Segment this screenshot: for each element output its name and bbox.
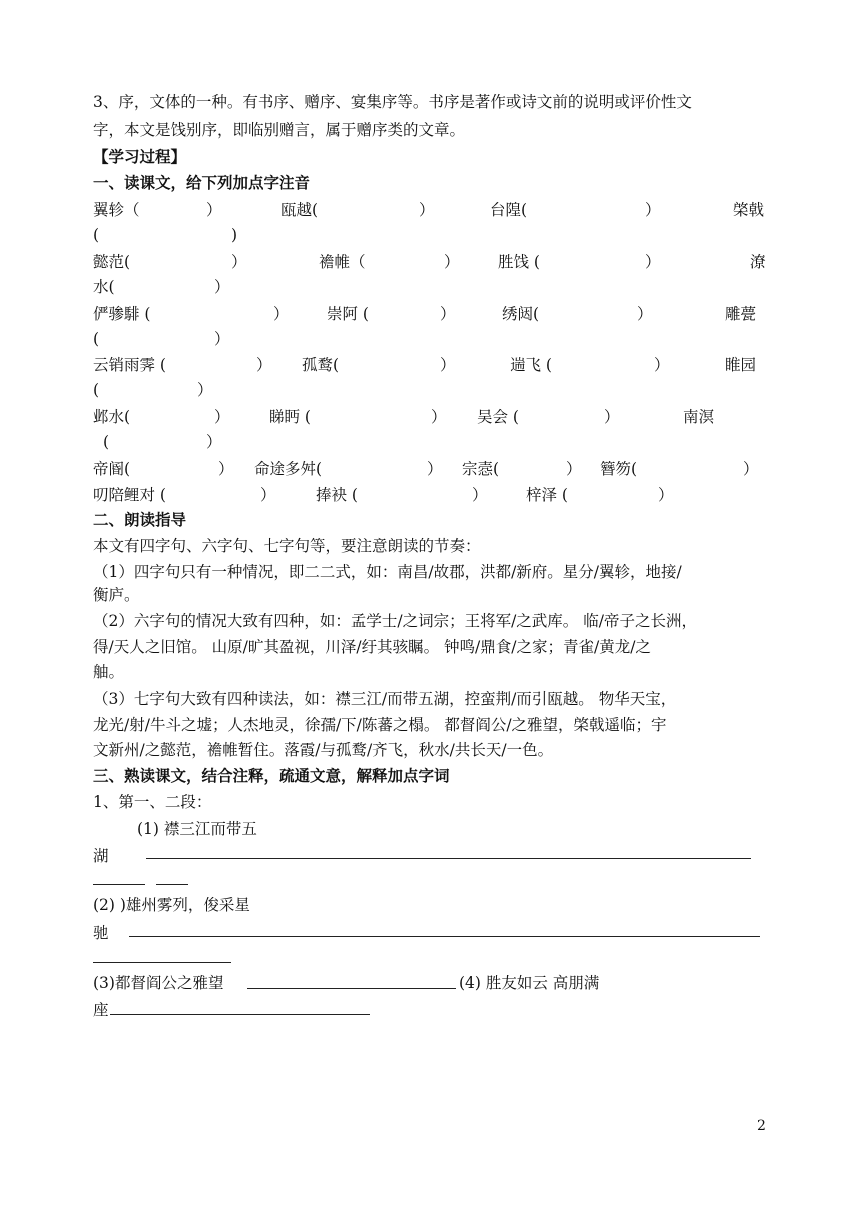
pinyin-item: 俨骖騑 ( xyxy=(93,305,151,323)
question-4-text: (4) 胜友如云 高朋满 xyxy=(459,974,600,992)
pinyin-blank-end: ） xyxy=(604,408,620,426)
pinyin-item: 命途多舛( xyxy=(254,460,323,478)
pinyin-blank-end: ） xyxy=(472,486,488,504)
reading-guide-line: 得/天人之旧馆。 山原/旷其盈视，川泽/纡其骇瞩。 钟鸣/鼎食/之家；青雀/黄龙/之 xyxy=(93,638,651,656)
pinyin-wrap-end: ) xyxy=(231,226,238,244)
pinyin-item: 襜帷（ xyxy=(319,253,366,271)
pinyin-wrap-end: ） xyxy=(214,278,230,296)
part2-heading: 二、朗读指导 xyxy=(93,510,187,529)
pinyin-wrap-start: ( xyxy=(93,330,100,348)
reading-guide-line: 舳。 xyxy=(93,663,125,681)
answer-line[interactable] xyxy=(110,1014,370,1015)
pinyin-item: 懿范( xyxy=(93,253,131,271)
page-number: 2 xyxy=(757,1118,766,1134)
pinyin-item: 叨陪鲤对 ( xyxy=(93,486,166,504)
subsection-heading: 1、第一、二段： xyxy=(93,793,212,811)
question-2-text: (2) )雄州雾列，俊采星 xyxy=(93,896,250,914)
answer-line[interactable] xyxy=(146,858,751,859)
pinyin-item: 睢园 xyxy=(725,356,757,374)
pinyin-item: 潦 xyxy=(750,253,766,271)
pinyin-blank-end: ） xyxy=(645,201,661,219)
pinyin-blank-end: ） xyxy=(431,408,447,426)
reading-guide-line: 本文有四字句、六字句、七字句等，要注意朗读的节奏： xyxy=(93,537,481,555)
pinyin-item: 孤鹜( xyxy=(302,356,340,374)
pinyin-item: 宗悫( xyxy=(462,460,500,478)
pinyin-wrap-end: ） xyxy=(214,330,230,348)
pinyin-blank-end: ） xyxy=(654,356,670,374)
reading-guide-line: 衡庐。 xyxy=(93,586,140,604)
pinyin-blank-end: ） xyxy=(427,460,443,478)
question-4-text-cont: 座 xyxy=(93,1001,109,1019)
question-2-text-cont: 驰 xyxy=(93,924,109,942)
pinyin-blank-end: ） xyxy=(658,486,674,504)
pinyin-blank-end: ） xyxy=(218,460,234,478)
pinyin-blank-end: ） xyxy=(206,201,222,219)
pinyin-item: 睇眄 ( xyxy=(269,408,311,426)
answer-line[interactable] xyxy=(156,884,188,885)
reading-guide-line: 文新州/之懿范，襜帷暂住。落霞/与孤鹜/齐飞，秋水/共长天/一色。 xyxy=(93,741,554,759)
pinyin-item: 南溟 xyxy=(683,408,715,426)
pinyin-blank-end: ） xyxy=(231,253,247,271)
pinyin-blank-end: ） xyxy=(743,460,759,478)
pinyin-item: 吴会 ( xyxy=(477,408,519,426)
reading-guide-line: （3）七字句大致有四种读法，如：襟三江/而带五湖，控蛮荆/而引瓯越。 物华天宝， xyxy=(93,690,677,708)
pinyin-item: 遄飞 ( xyxy=(510,356,552,374)
intro-line-2: 字，本文是饯别序，即临别赠言，属于赠序类的文章。 xyxy=(93,121,466,139)
pinyin-wrap-start: ( xyxy=(93,381,100,399)
question-3-text: (3)都督阎公之雅望 xyxy=(93,974,224,992)
pinyin-item: 棨戟 xyxy=(733,201,765,219)
pinyin-item: 云销雨霁 ( xyxy=(93,356,166,374)
pinyin-blank-end: ） xyxy=(440,356,456,374)
pinyin-blank-end: ） xyxy=(256,356,272,374)
intro-line-1: 3、序，文体的一种。有书序、赠序、宴集序等。书序是著作或诗文前的说明或评价性文 xyxy=(93,93,692,111)
reading-guide-line: （2）六字句的情况大致有四种，如：孟学士/之词宗；王将军/之武库。 临/帝子之长洲， xyxy=(93,612,697,630)
pinyin-item: 簪笏( xyxy=(600,460,638,478)
reading-guide-line: 龙光/射/牛斗之墟；人杰地灵，徐孺/下/陈蕃之榻。 都督阎公/之雅望，棨戟遥临；宇 xyxy=(93,716,667,734)
reading-guide-line: （1）四字句只有一种情况，即二二式，如：南昌/故郡，洪都/新府。星分/翼轸，地接/ xyxy=(93,563,682,581)
pinyin-blank-end: ） xyxy=(645,253,661,271)
part1-heading: 一、读课文，给下列加点字注音 xyxy=(93,173,311,192)
pinyin-item: 台隍( xyxy=(490,201,528,219)
pinyin-blank-end: ） xyxy=(637,305,653,323)
answer-line[interactable] xyxy=(93,962,231,963)
pinyin-item: 崇阿 ( xyxy=(327,305,369,323)
pinyin-item: 胜饯 ( xyxy=(498,253,540,271)
pinyin-blank-end: ） xyxy=(444,253,460,271)
pinyin-item: 瓯越( xyxy=(281,201,319,219)
pinyin-blank-end: ） xyxy=(214,408,230,426)
pinyin-blank-end: ） xyxy=(440,305,456,323)
pinyin-wrap-end: ） xyxy=(206,433,222,451)
question-1-text-cont: 湖 xyxy=(93,847,109,865)
pinyin-blank-end: ） xyxy=(260,486,276,504)
part3-heading: 三、熟读课文，结合注释，疏通文意，解释加点字词 xyxy=(93,766,450,785)
pinyin-wrap-end: ） xyxy=(197,381,213,399)
pinyin-wrap-start: ( xyxy=(93,226,100,244)
pinyin-blank-end: ） xyxy=(273,305,289,323)
pinyin-blank-end: ） xyxy=(419,201,435,219)
pinyin-wrap-start: 水( xyxy=(93,278,115,296)
pinyin-item: 雕甍 xyxy=(725,305,757,323)
pinyin-blank-end: ） xyxy=(566,460,582,478)
answer-line[interactable] xyxy=(247,988,456,989)
pinyin-item: 捧袂 ( xyxy=(316,486,358,504)
pinyin-item: 邺水( xyxy=(93,408,131,426)
pinyin-item: 翼轸（ xyxy=(93,201,140,219)
pinyin-item: 帝阍( xyxy=(93,460,131,478)
section-heading-process: 【学习过程】 xyxy=(93,147,187,166)
pinyin-wrap-start: ( xyxy=(103,433,110,451)
pinyin-item: 梓泽 ( xyxy=(526,486,568,504)
pinyin-item: 绣闼( xyxy=(502,305,540,323)
answer-line[interactable] xyxy=(129,936,760,937)
answer-line[interactable] xyxy=(93,884,145,885)
question-1-text: (1) 襟三江而带五 xyxy=(137,820,257,838)
